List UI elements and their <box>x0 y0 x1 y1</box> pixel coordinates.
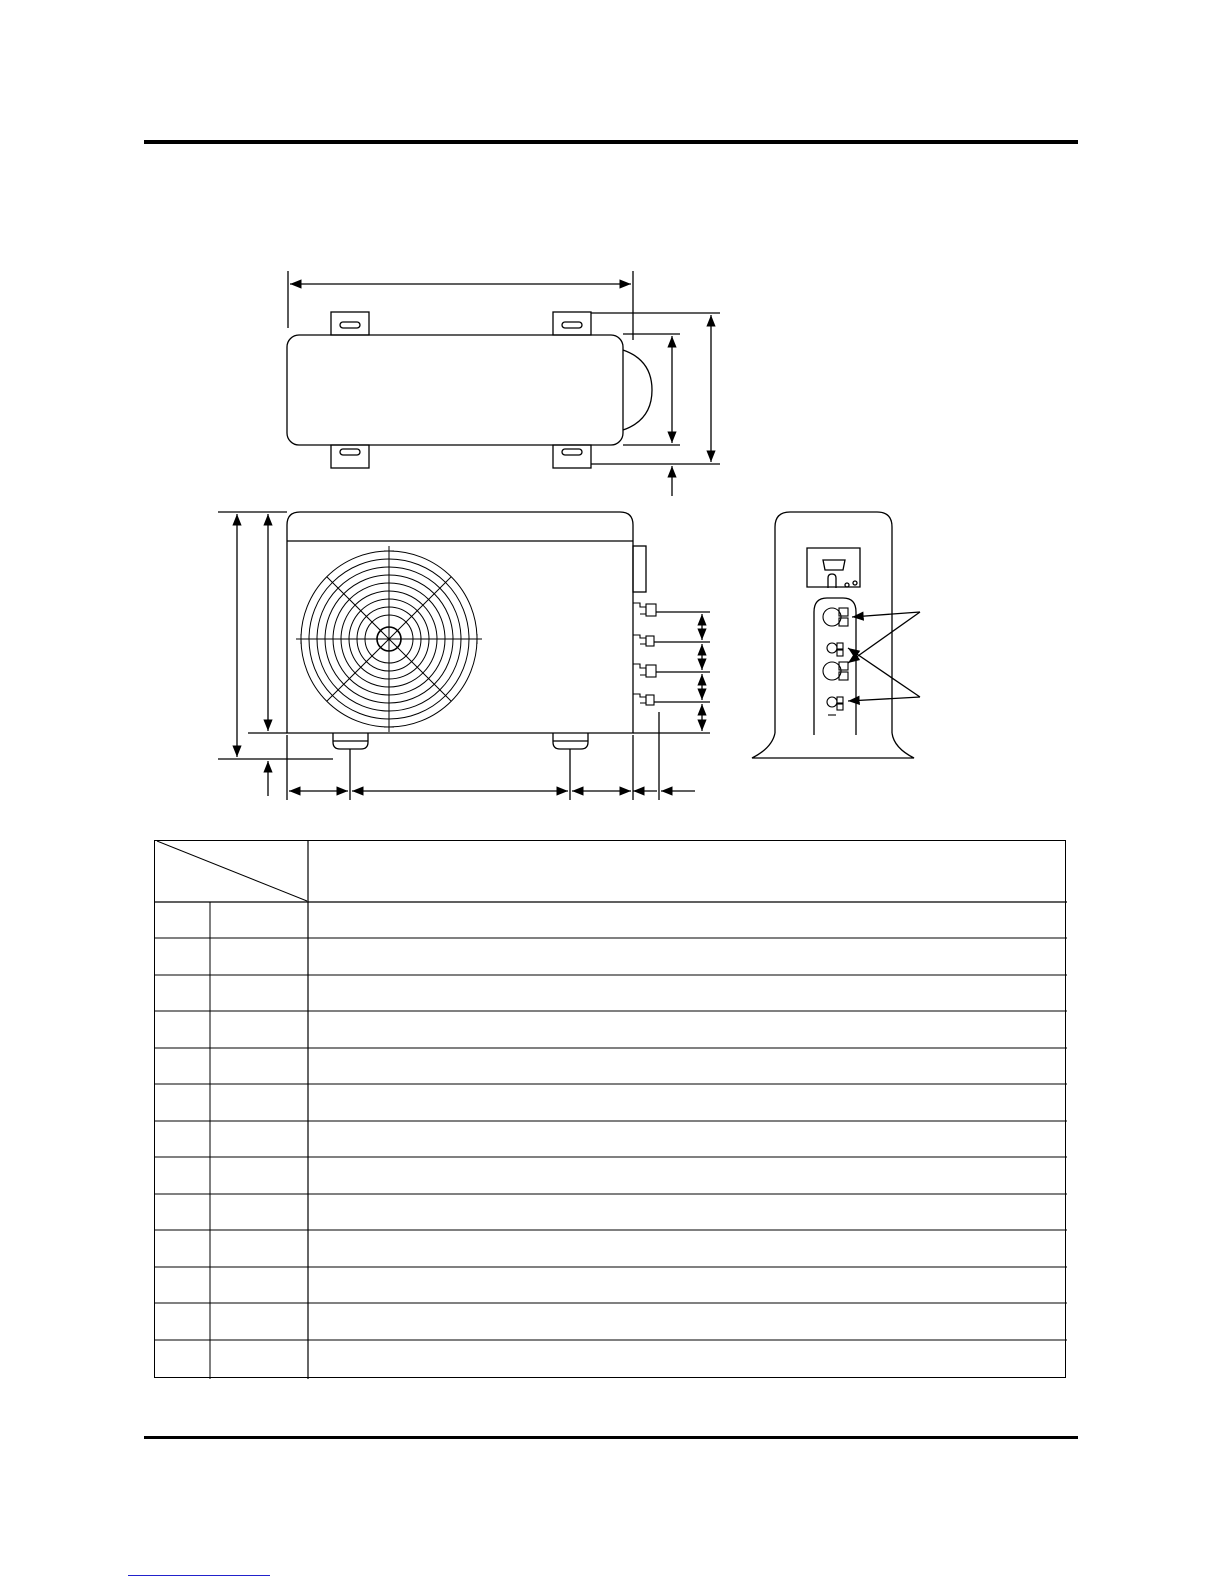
side-view-drawing <box>752 512 920 758</box>
footer-rule <box>144 1436 1078 1439</box>
pipe-fittings-icon <box>633 603 656 705</box>
service-valve-icon <box>823 608 848 715</box>
front-view-drawing <box>218 512 710 800</box>
specification-table <box>154 840 1066 1378</box>
top-view-drawing <box>287 271 720 496</box>
footer-link-underline[interactable] <box>128 1575 270 1576</box>
fan-grille-icon <box>296 546 482 732</box>
header-diagonal <box>157 841 307 901</box>
